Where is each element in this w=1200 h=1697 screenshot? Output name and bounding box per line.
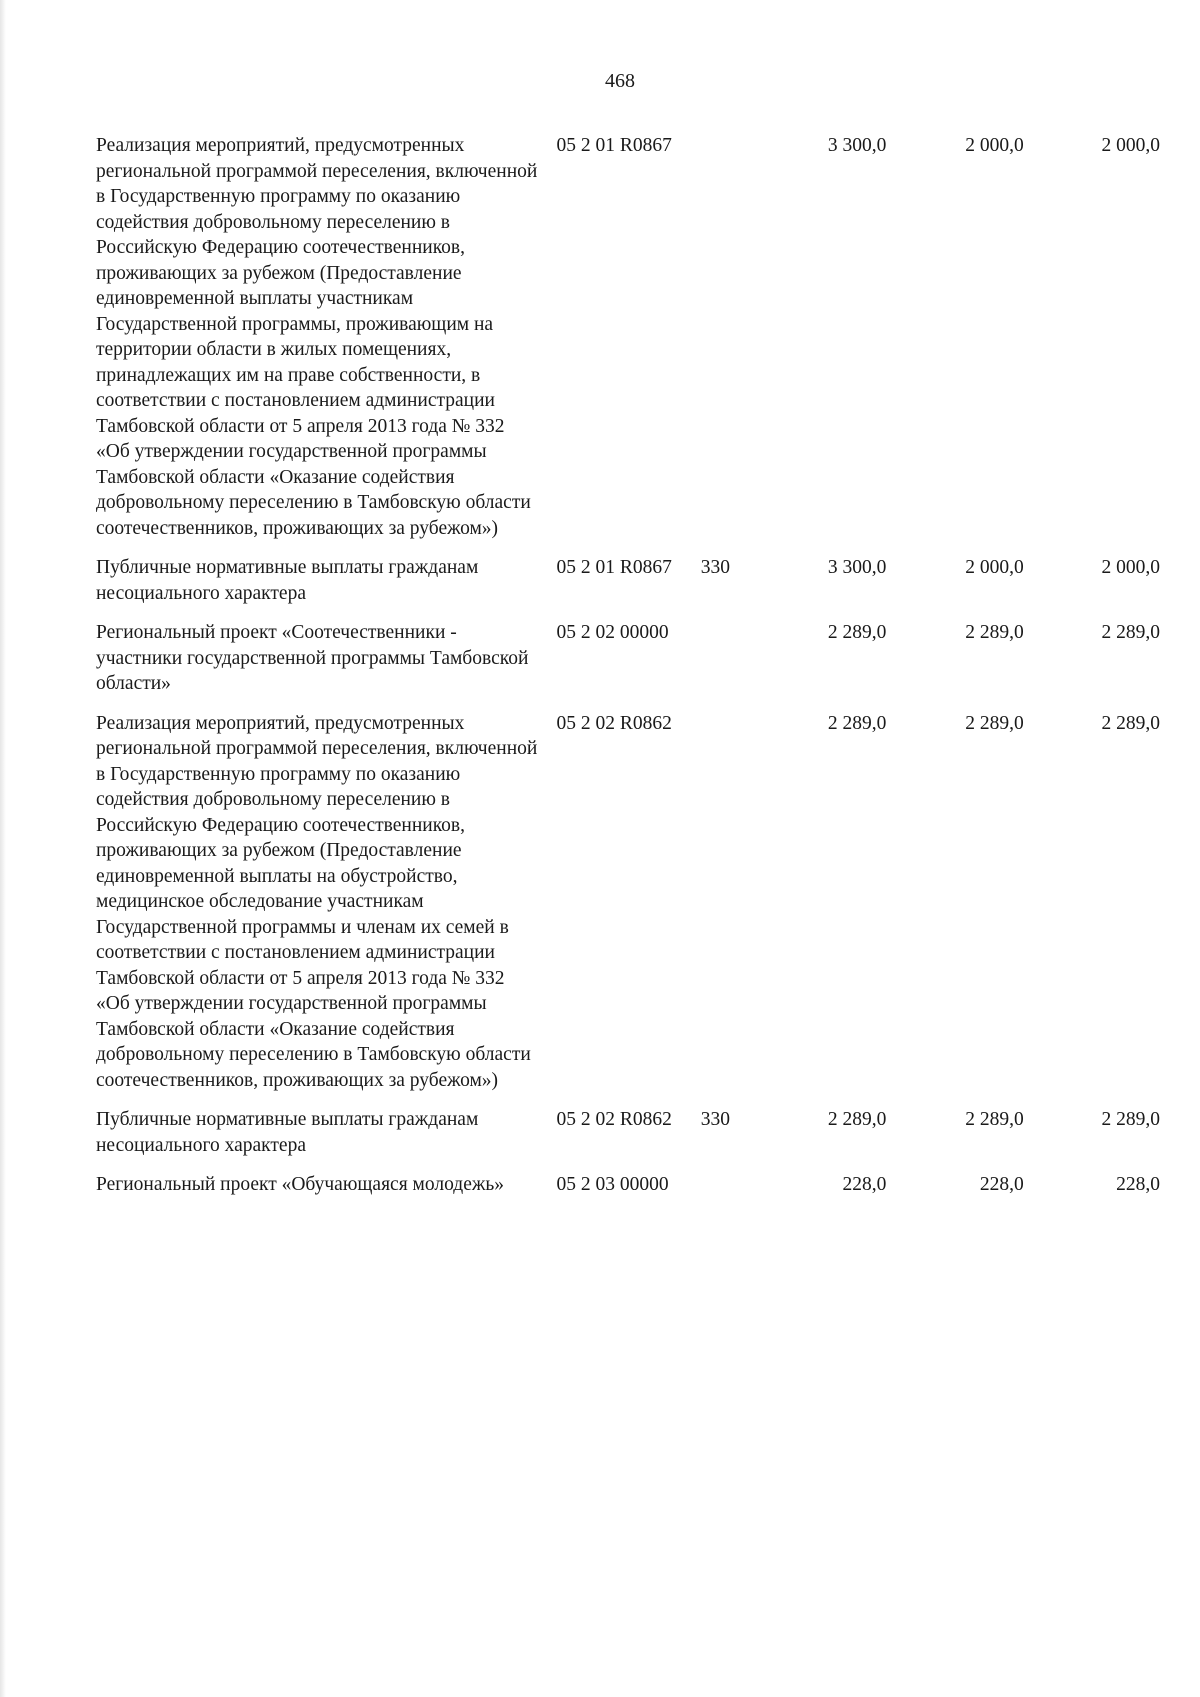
row-value-1: 2 289,0	[827, 712, 887, 734]
row-value-1: 3 300,0	[827, 135, 887, 156]
table-row	[96, 133, 1160, 541]
row-name: Региональный проект «Обучающаяся молодежь»	[96, 1174, 504, 1195]
row-value-2: 2 289,0	[965, 712, 1024, 734]
row-name: Реализация мероприятий, предусмотренных региональной программой переселения, включенной в Государственную программу по оказанию содействия добровольному переселению в Российскую Федерацию соотечественников, проживающих за рубежом (Предоставление единовременной выплаты на обустройство, медицинское обследование участникам Государственной программы и членам их семей в соответствии с постановлением администрации Тамбовской области от 5 апреля 2013 года № 332 «Об утверждении государственной программы Тамбовской области «Оказание содействия добровольному переселению в Тамбовскую области соотечественников, проживающих за рубежом»)	[96, 712, 538, 1091]
row-name: Публичные нормативные выплаты гражданам несоциального характера	[96, 1109, 479, 1156]
row-code: 05 2 02 R0862	[556, 712, 672, 734]
row-value-3: 2 000,0	[1101, 557, 1161, 578]
row-expense-type: 330	[700, 557, 730, 578]
row-value-2: 2 000,0	[965, 557, 1024, 578]
table-row	[96, 620, 1160, 697]
row-code: 05 2 02 R0862	[556, 1109, 672, 1130]
row-value-1: 2 289,0	[827, 622, 887, 643]
row-value-3: 2 289,0	[1101, 622, 1161, 643]
row-code: 05 2 01 R0867	[556, 135, 672, 156]
row-value-1: 2 289,0	[827, 1109, 887, 1130]
row-expense-type: 330	[700, 1109, 730, 1130]
row-value-2: 2 000,0	[965, 135, 1024, 156]
row-code: 05 2 03 00000	[556, 1174, 669, 1195]
row-value-1: 3 300,0	[827, 557, 887, 578]
scan-edge	[0, 0, 6, 1697]
page-number: 468	[605, 70, 635, 92]
table-row	[96, 1172, 1160, 1198]
row-value-1: 228,0	[842, 1174, 887, 1195]
row-code: 05 2 01 R0867	[556, 557, 672, 578]
row-value-3: 2 289,0	[1101, 1109, 1161, 1130]
row-name: Публичные нормативные выплаты гражданам несоциального характера	[96, 557, 479, 604]
budget-table	[96, 133, 1160, 1212]
row-code: 05 2 02 00000	[556, 622, 669, 643]
row-value-3: 228,0	[1116, 1174, 1161, 1195]
table-row	[96, 711, 1160, 1094]
row-value-2: 2 289,0	[965, 1109, 1024, 1130]
table-row	[96, 1107, 1160, 1158]
row-value-2: 2 289,0	[965, 622, 1024, 643]
row-value-3: 2 000,0	[1101, 135, 1161, 156]
table-row	[96, 555, 1160, 606]
row-value-2: 228,0	[979, 1174, 1024, 1195]
row-name: Реализация мероприятий, предусмотренных региональной программой переселения, включенной в Государственную программу по оказанию содействия добровольному переселению в Российскую Федерацию соотечественников, проживающих за рубежом (Предоставление единовременной выплаты участникам Государственной программы, проживающим на территории области в жилых помещениях, принадлежащих им на праве собственности, в соответствии с постановлением администрации Тамбовской области от 5 апреля 2013 года № 332 «Об утверждении государственной программы Тамбовской области «Оказание содействия добровольному переселению в Тамбовскую области соотечественников, проживающих за рубежом»)	[96, 135, 538, 539]
row-name: Региональный проект «Соотечественники - участники государственной программы Тамбовской области»	[96, 622, 529, 694]
row-value-3: 2 289,0	[1101, 712, 1161, 734]
